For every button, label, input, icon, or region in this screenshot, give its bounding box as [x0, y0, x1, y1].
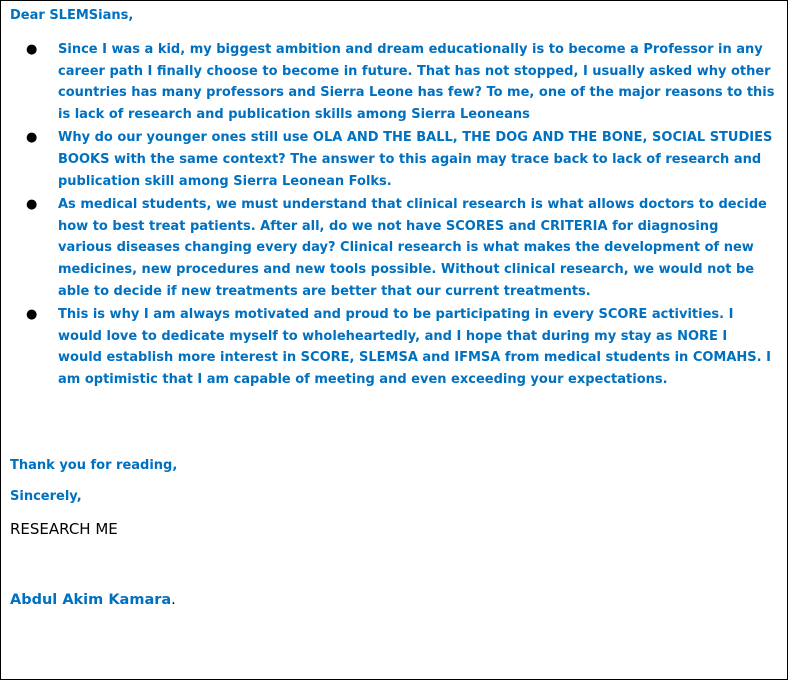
list-item — [1, 127, 787, 192]
paragraph-text: This is why I am always motivated and proud to be participating in every SCORE activities. I would love to dedicate myself to wholeheartedly, and I hope that during my stay as NORE I would establish more interest in SCORE, SLEMSA and IFMSA from medical students in COMAHS. I am optimistic that I am capable of meeting and even exceeding your expectations. — [58, 307, 771, 387]
list-item — [1, 304, 787, 390]
list-item — [1, 39, 787, 125]
greeting: Dear SLEMSians, — [10, 8, 134, 23]
signoff: RESEARCH ME — [10, 520, 118, 538]
author-name: Abdul Akim Kamara — [10, 592, 172, 608]
bullet-dot-icon: ● — [26, 197, 38, 213]
paragraph-text: Since I was a kid, my biggest ambition and dream educationally is to become a Professor in any career path I finally choose to become in future. That has not stopped, I usually asked why other countries has many professors and Sierra Leone has few? To me, one of the major reasons to this is lack of research and publication skills among Sierra Leoneans — [58, 42, 775, 122]
bullet-dot-icon: ● — [26, 130, 38, 146]
paragraph-text: As medical students, we must understand that clinical research is what allows doctors to decide how to best treat patients. After all, do we not have SCORES and CRITERIA for diagnosing various diseases changing every day? Clinical research is what makes the development of new medicines, new procedures and new tools possible. Without clinical research, we would not be able to decide if new treatments are better that our current treatments. — [58, 197, 767, 299]
paragraph-text: Why do our younger ones still use OLA AND THE BALL, THE DOG AND THE BONE, SOCIAL STUDIES BOOKS with the same context? The answer to this again may trace back to lack of research and publication skill among Sierra Leonean Folks. — [58, 130, 773, 189]
list-item — [1, 194, 787, 302]
bullet-list — [1, 39, 787, 393]
closing-thanks: Thank you for reading, — [10, 458, 178, 473]
author-period: . — [171, 592, 176, 608]
bullet-dot-icon: ● — [26, 42, 38, 57]
closing-sincerely: Sincerely, — [10, 489, 82, 504]
author-signature — [10, 590, 176, 610]
bullet-dot-icon: ● — [26, 307, 38, 323]
